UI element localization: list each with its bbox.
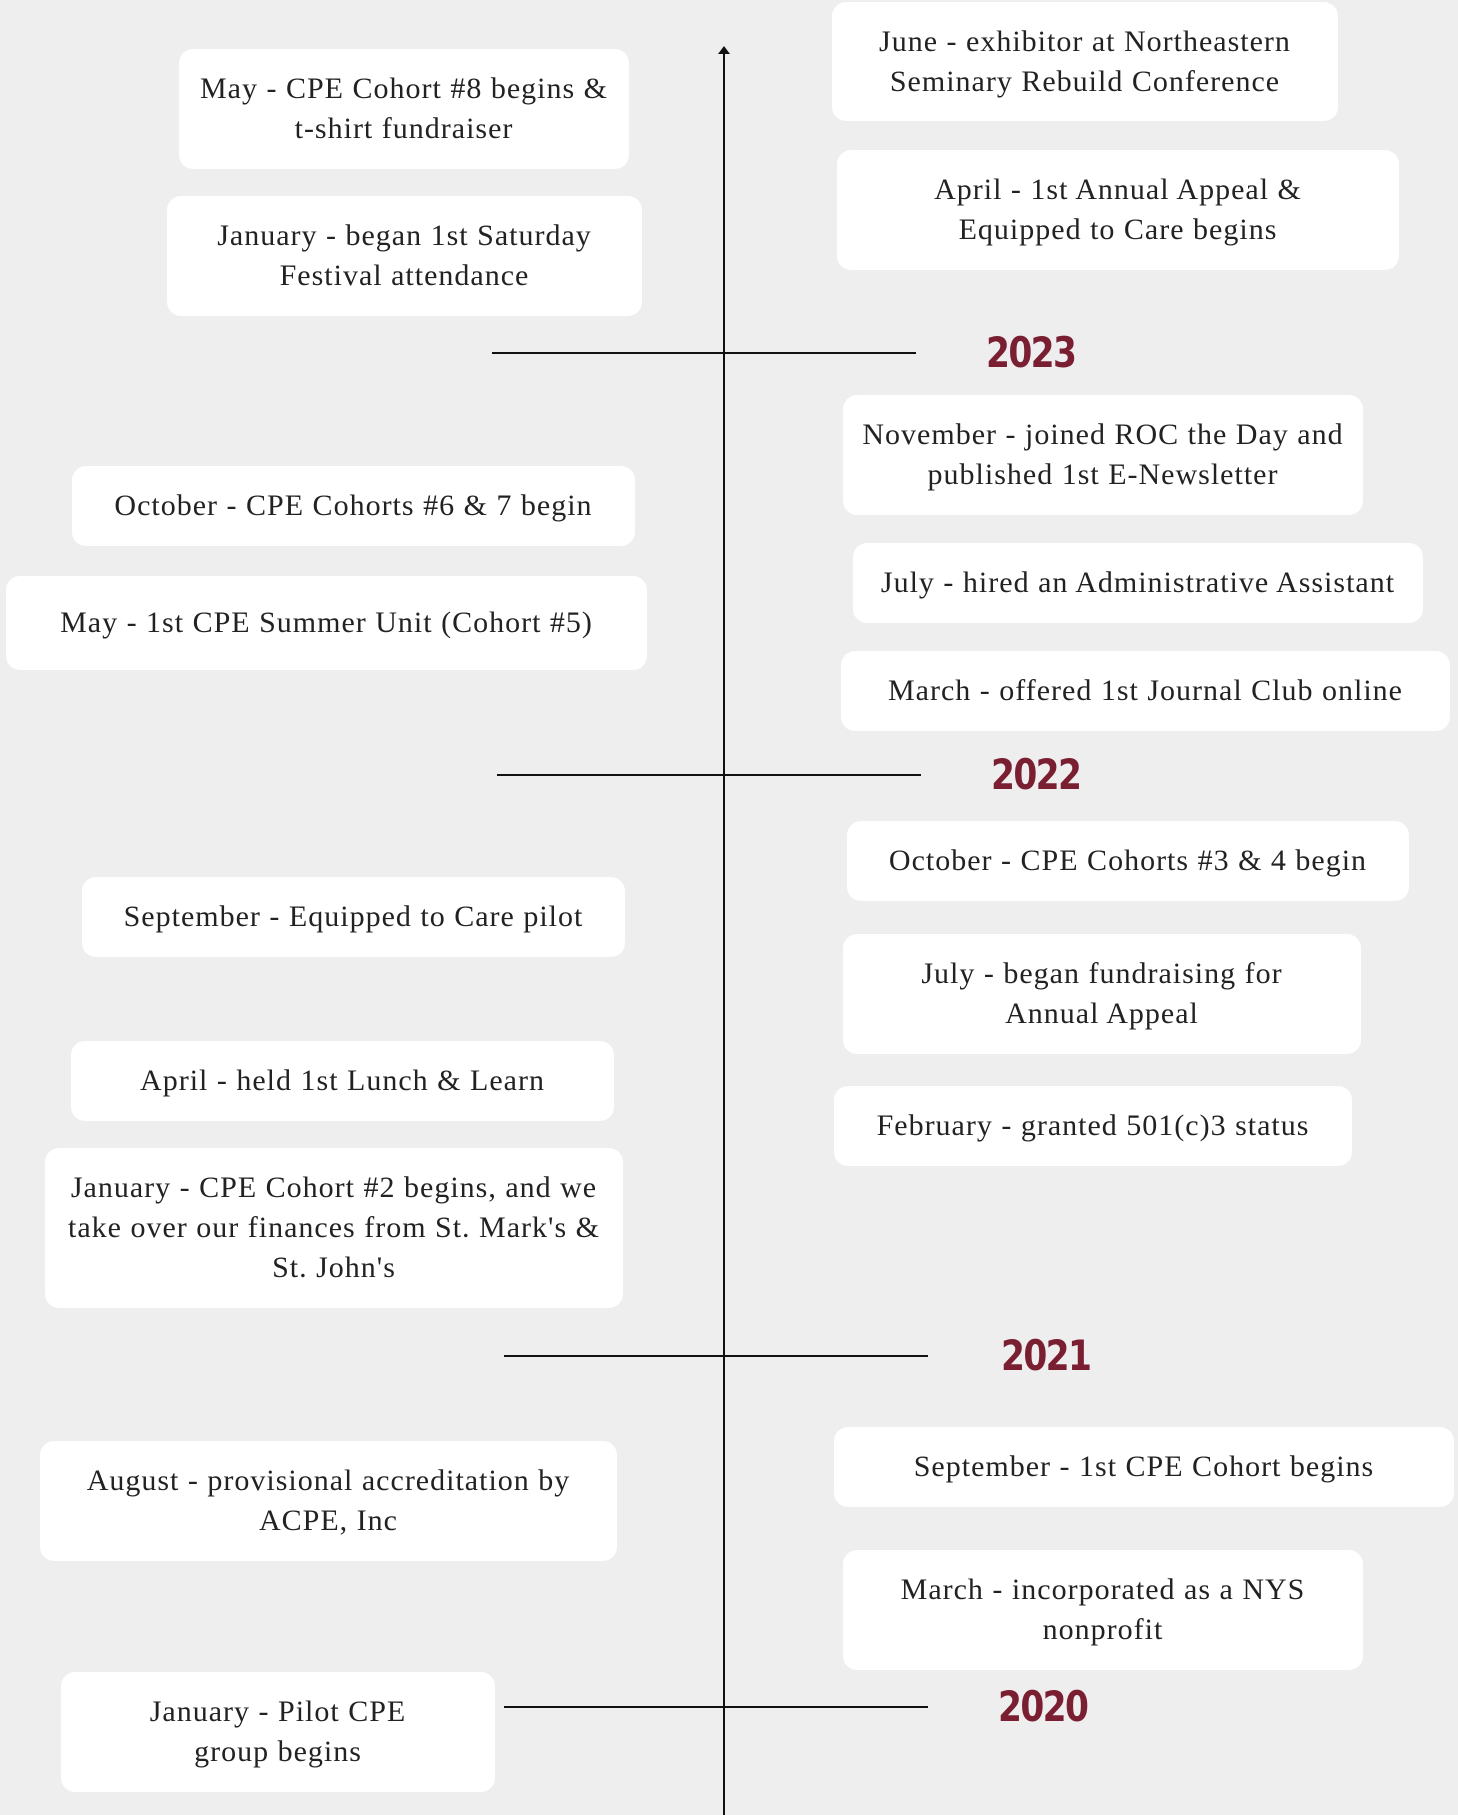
event-card-november: November - joined ROC the Day and published 1st E-Newsletter: [843, 395, 1363, 515]
event-card-april: April - held 1st Lunch & Learn: [71, 1041, 614, 1121]
event-card-march: March - offered 1st Journal Club online: [841, 651, 1450, 731]
event-card-july: July - began fundraising for Annual Appeal: [843, 934, 1361, 1054]
event-card-january: January - began 1st Saturday Festival attendance: [167, 196, 642, 316]
event-card-may: May - 1st CPE Summer Unit (Cohort #5): [6, 576, 647, 670]
event-card-september: September - 1st CPE Cohort begins: [834, 1427, 1454, 1507]
event-card-october: October - CPE Cohorts #3 & 4 begin: [847, 821, 1409, 901]
event-card-march: March - incorporated as a NYS nonprofit: [843, 1550, 1363, 1670]
year-label-2021: 2021: [1001, 1331, 1091, 1380]
event-card-june: June - exhibitor at Northeastern Seminary Rebuild Conference: [832, 2, 1338, 121]
event-card-february: February - granted 501(c)3 status: [834, 1086, 1352, 1166]
timeline-arrow-head: [718, 46, 730, 54]
year-label-2020: 2020: [998, 1682, 1088, 1731]
year-divider-2021: [504, 1355, 928, 1357]
event-card-september: September - Equipped to Care pilot: [82, 877, 625, 957]
timeline-axis: [723, 50, 725, 1815]
year-label-2022: 2022: [991, 750, 1081, 799]
year-divider-2023: [492, 352, 916, 354]
event-card-may: May - CPE Cohort #8 begins & t-shirt fundraiser: [179, 49, 629, 169]
event-card-october: October - CPE Cohorts #6 & 7 begin: [72, 466, 635, 546]
event-card-july: July - hired an Administrative Assistant: [853, 543, 1423, 623]
event-card-january: January - CPE Cohort #2 begins, and we take over our finances from St. Mark's & St. John's: [45, 1148, 623, 1308]
year-label-2023: 2023: [986, 328, 1076, 377]
event-card-august: August - provisional accreditation by ACPE, Inc: [40, 1441, 617, 1561]
year-divider-2020: [504, 1706, 928, 1708]
event-card-january: January - Pilot CPE group begins: [61, 1672, 495, 1792]
year-divider-2022: [497, 774, 921, 776]
event-card-april: April - 1st Annual Appeal & Equipped to Care begins: [837, 150, 1399, 270]
